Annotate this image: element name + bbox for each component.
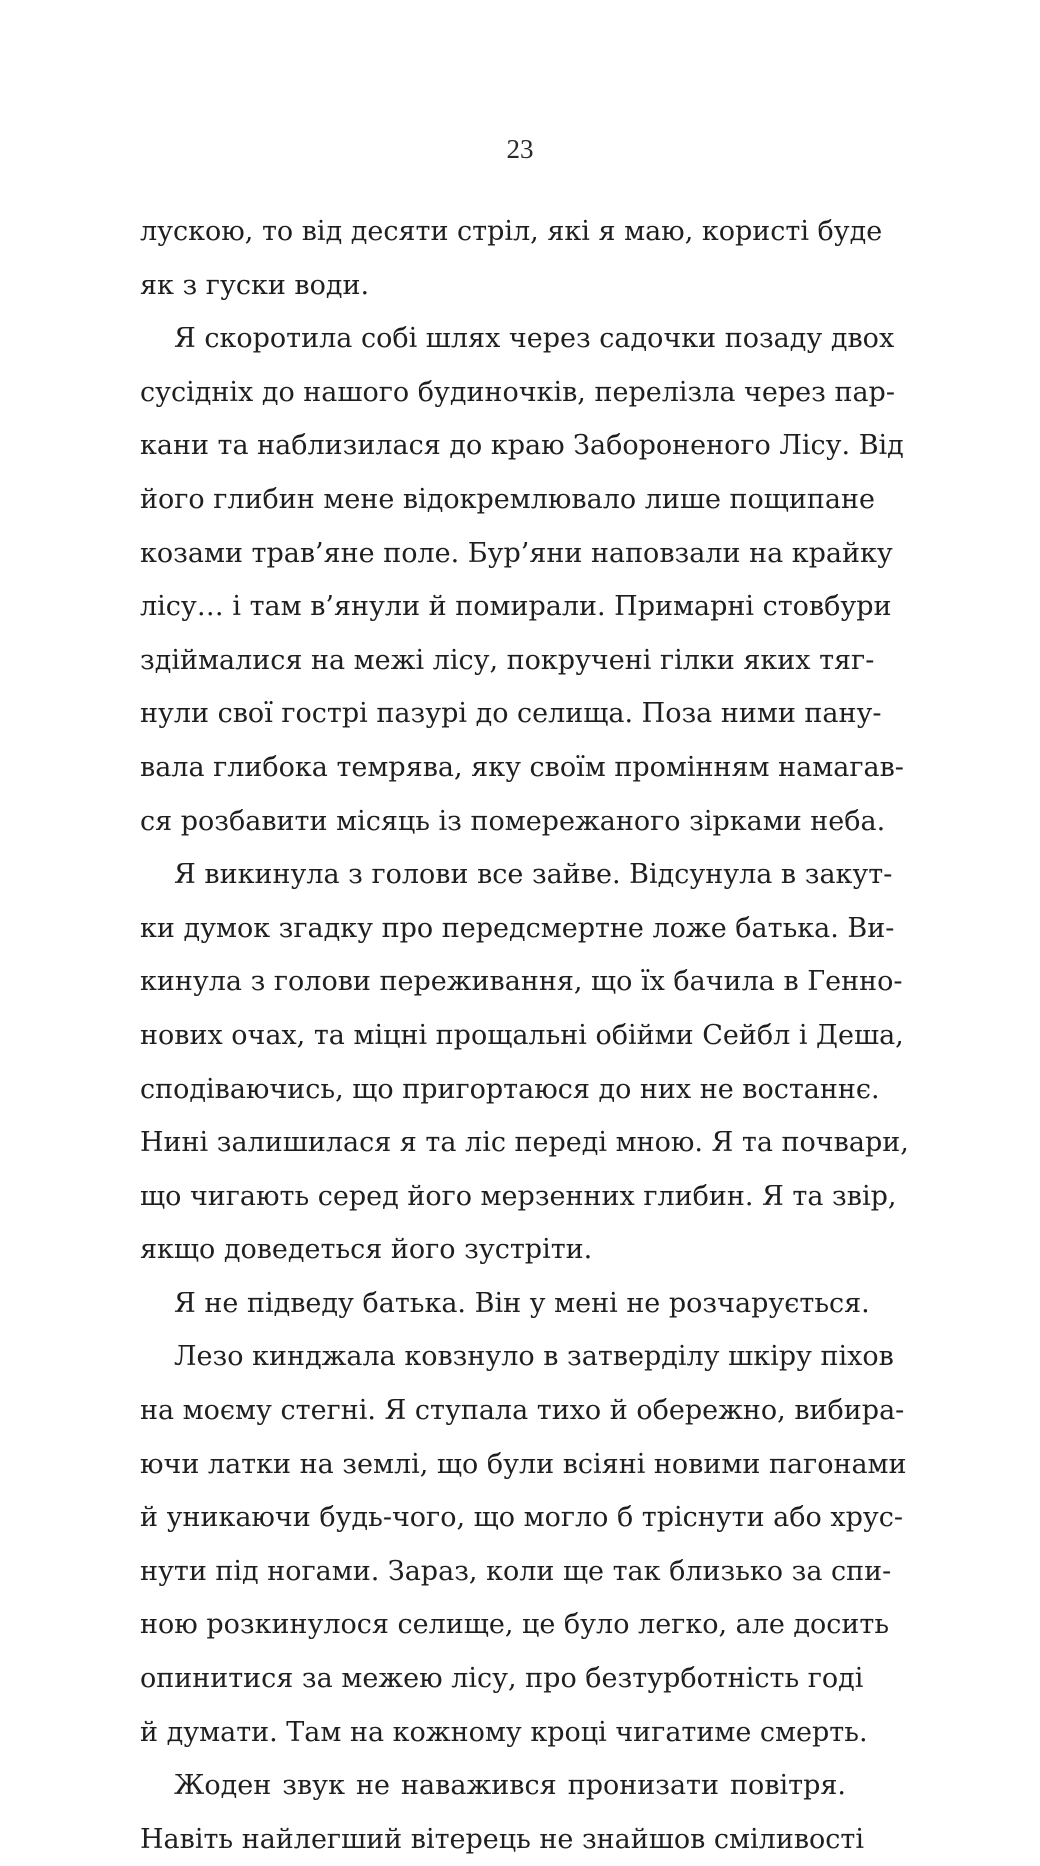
page-number: 23 (506, 134, 534, 164)
text-line: вала глибока темрява, яку своїм промінням намагав- (140, 751, 904, 783)
text-line: Лезо кинджала ковзнуло в затверділу шкіру піхов (174, 1341, 894, 1373)
text-line: сподіваючись, що пригортаюся до них не востаннє. (140, 1073, 880, 1105)
text-line: якщо доведеться його зустріти. (140, 1234, 593, 1266)
text-line: козами трав’яне поле. Бур’яни наповзали на крайку (140, 537, 893, 569)
text-line: нових очах, та міцні прощальні обійми Сейбл і Деша, (140, 1019, 904, 1051)
text-line: опинитися за межею лісу, про безтурботність годі (140, 1663, 864, 1695)
body-text (140, 205, 909, 1866)
text-line: лускою, то від десяти стріл, які я маю, користі буде (140, 216, 883, 247)
text-line: Нині залишилася я та ліс переді мною. Я та почвари, (140, 1127, 909, 1159)
text-line: що чигають серед його мерзенних глибин. Я та звір, (140, 1180, 897, 1212)
text-line: лісу… і там в’янули й помирали. Примарні стовбури (140, 591, 892, 623)
text-line: Я не підведу батька. Він у мені не розчарується. (174, 1287, 870, 1319)
text-line: й думати. Там на кожному кроці чигатиме смерть. (140, 1716, 868, 1748)
text-line: Я скоротила собі шлях через садочки позаду двох (174, 323, 895, 355)
text-line: нули свої гострі пазурі до селища. Поза ними пану- (140, 698, 882, 730)
text-line: ючи латки на землі, що були всіяні новими пагонами (140, 1448, 907, 1480)
text-line: Я викинула з голови все зайве. Відсунула в закут- (174, 859, 893, 891)
text-line: кани та наблизилася до краю Забороненого Лісу. Від (140, 430, 904, 462)
text-line: Навіть найлегший вітерець не знайшов сміливості (140, 1823, 864, 1855)
text-line: здіймалися на межі лісу, покручені гілки яких тяг- (140, 644, 875, 676)
text-line: Жоден звук не наважився пронизати повітря. (174, 1770, 846, 1802)
text-line: сусідніх до нашого будиночків, перелізла через пар- (140, 376, 895, 408)
text-line: його глибин мене відокремлювало лише пощипане (140, 483, 875, 515)
text-line: на моєму стегні. Я ступала тихо й обережно, вибира- (140, 1395, 905, 1427)
text-line: ки думок згадку про передсмертне ложе батька. Ви- (140, 912, 895, 944)
text-line: ся розбавити місяць із помережаного зірками неба. (140, 805, 886, 837)
text-line: як з гуски води. (140, 269, 370, 301)
text-line: кинула з голови переживання, що їх бачила в Генно- (140, 966, 903, 998)
text-line: й уникаючи будь-чого, що могло б тріснути або хрус- (140, 1502, 904, 1534)
text-line: ною розкинулося селище, це було легко, але досить (140, 1609, 890, 1641)
text-line: нути під ногами. Зараз, коли ще так близько за спи- (140, 1555, 892, 1587)
